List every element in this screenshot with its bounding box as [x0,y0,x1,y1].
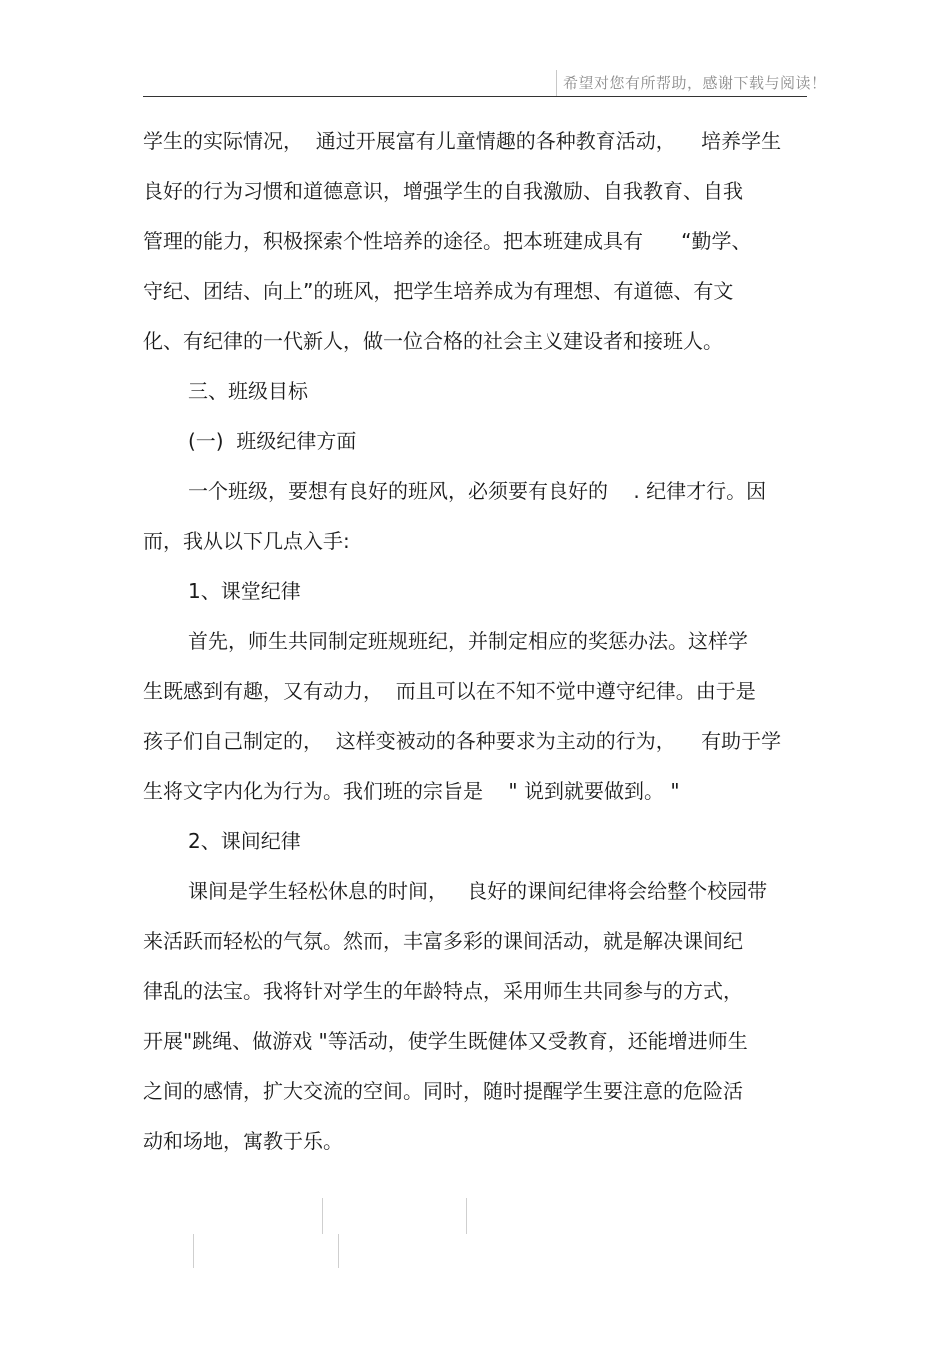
body-line: 孩子们自己制定的， 这样变被动的各种要求为主动的行为， 有助于学 [143,729,782,753]
body-line: 学生的实际情况， 通过开展富有儿童情趣的各种教育活动， 培养学生 [143,129,782,153]
body-line: 首先，师生共同制定班规班纪，并制定相应的奖惩办法。这样学 [188,629,748,653]
body-line: 生既感到有趣，又有动力， 而且可以在不知不觉中遵守纪律。由于是 [143,679,756,703]
subsection-heading: (一) 班级纪律方面 [188,429,357,453]
scan-mark [322,1198,323,1234]
body-line: 守纪、团结、向上”的班风，把学生培养成为有理想、有道德、有文 [143,279,734,303]
scan-mark [466,1198,467,1234]
scan-mark [338,1234,339,1268]
body-line: 良好的行为习惯和道德意识，增强学生的自我激励、自我教育、自我 [143,179,743,203]
body-line: 而，我从以下几点入手: [143,529,350,553]
header-divider [143,96,807,97]
header-note: 希望对您有所帮助，感谢下载与阅读！ [556,70,804,96]
body-line: 管理的能力，积极探索个性培养的途径。把本班建成具有 “勤学、 [143,229,752,253]
body-line: 课间是学生轻松休息的时间， 良好的课间纪律将会给整个校园带 [188,879,768,903]
body-line: 之间的感情，扩大交流的空间。同时，随时提醒学生要注意的危险活 [143,1079,743,1103]
body-line: 动和场地，寓教于乐。 [143,1129,343,1153]
body-line: 生将文字内化为行为。我们班的宗旨是 " 说到就要做到。 " [143,779,680,803]
item-heading: 2、课间纪律 [188,829,301,853]
body-line: 一个班级，要想有良好的班风，必须要有良好的 . 纪律才行。因 [188,479,767,503]
body-line: 来活跃而轻松的气氛。然而，丰富多彩的课间活动，就是解决课间纪 [143,929,743,953]
section-heading: 三、班级目标 [188,379,308,403]
body-line: 律乱的法宝。我将针对学生的年龄特点，采用师生共同参与的方式， [143,979,743,1003]
body-line: 化、有纪律的一代新人，做一位合格的社会主义建设者和接班人。 [143,329,723,353]
scan-mark [193,1234,194,1268]
body-line: 开展"跳绳、做游戏 "等活动，使学生既健体又受教育，还能增进师生 [143,1029,748,1053]
item-heading: 1、课堂纪律 [188,579,301,603]
